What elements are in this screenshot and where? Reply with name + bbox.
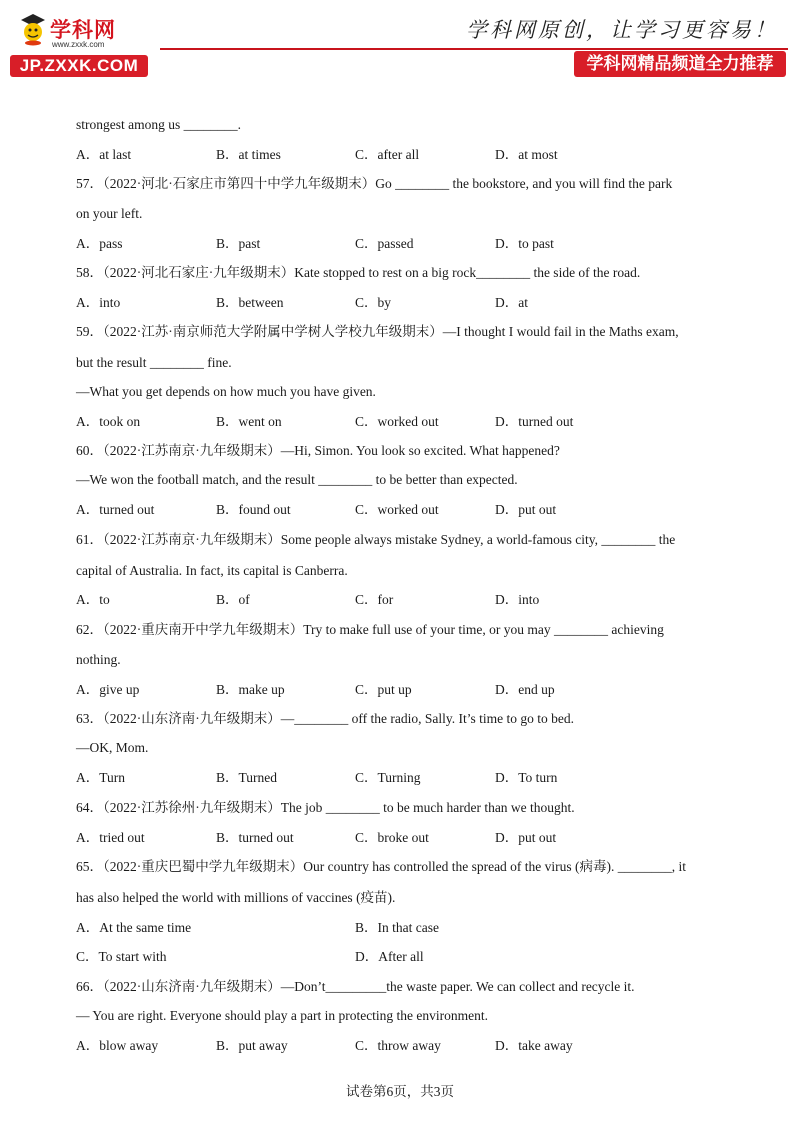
- question-text: strongest among us ________.: [76, 117, 241, 132]
- question-59: 59．（2022·江苏·南京师范大学附属中学树人学校九年级期末）—I thought I would fail in the Maths exam,: [76, 324, 679, 339]
- question-63: 63．（2022·山东济南·九年级期末）—________ off the radio, Sally. It’s time to go to bed.: [76, 711, 574, 726]
- question-text: capital of Australia. In fact, its capital is Canberra.: [76, 563, 348, 578]
- option-a: A．at last: [76, 147, 132, 162]
- option-b: B．of: [216, 592, 250, 607]
- option-a: A．give up: [76, 682, 140, 697]
- option-b: B．put away: [216, 1038, 288, 1053]
- option-c: C．after all: [355, 147, 420, 162]
- option-a: A．blow away: [76, 1038, 159, 1053]
- option-d: D．into: [495, 592, 540, 607]
- slogan: 学科网原创，让学习更容易！: [466, 18, 778, 42]
- page-header: [0, 0, 800, 90]
- option-c: C．throw away: [355, 1038, 441, 1053]
- question-text: — You are right. Everyone should play a part in protecting the environment.: [76, 1008, 489, 1023]
- question-57: 57．（2022·河北·石家庄市第四十中学九年级期末）Go ________ the bookstore, and you will find the park: [76, 176, 673, 191]
- option-a: A．to: [76, 592, 110, 607]
- option-d: D．put out: [495, 830, 557, 845]
- logo-url: www.zxxk.com: [52, 40, 105, 49]
- option-a: A．took on: [76, 414, 141, 429]
- option-d: D．at: [495, 295, 528, 310]
- question-text: but the result ________ fine.: [76, 355, 232, 370]
- recommend-badge[interactable]: 学科网精品频道全力推荐: [574, 51, 786, 77]
- option-d: D．to past: [495, 236, 554, 251]
- header-divider: [160, 48, 788, 50]
- option-b: B．between: [216, 295, 284, 310]
- option-b: B．turned out: [216, 830, 294, 845]
- question-text: nothing.: [76, 652, 121, 667]
- question-text: has also helped the world with millions of vaccines (疫苗).: [76, 890, 396, 905]
- option-b: B．went on: [216, 414, 282, 429]
- option-b: B．make up: [216, 682, 285, 697]
- option-d: D．To turn: [495, 770, 558, 785]
- question-65: 65．（2022·重庆巴蜀中学九年级期末）Our country has controlled the spread of the virus (病毒). ________, it: [76, 859, 687, 874]
- question-text: —What you get depends on how much you have given.: [76, 384, 376, 399]
- logo-name: 学科网: [50, 18, 116, 42]
- question-66: 66．（2022·山东济南·九年级期末）—Don’t_________the waste paper. We can collect and recycle it.: [76, 979, 635, 994]
- option-c: C．worked out: [355, 502, 439, 517]
- option-d: D．take away: [495, 1038, 573, 1053]
- question-58: 58．（2022·河北石家庄·九年级期末）Kate stopped to rest on a big rock________ the side of the road.: [76, 265, 641, 280]
- option-b: B．at times: [216, 147, 281, 162]
- option-b: B．found out: [216, 502, 291, 517]
- question-text: —OK, Mom.: [76, 740, 149, 755]
- question-text: on your left.: [76, 206, 143, 221]
- option-a: A．Turn: [76, 770, 126, 785]
- option-d: D．at most: [495, 147, 558, 162]
- jp-zxxk-badge[interactable]: JP.ZXXK.COM: [10, 55, 148, 77]
- option-a: A．into: [76, 295, 121, 310]
- option-b: B．Turned: [216, 770, 278, 785]
- option-b: B．past: [216, 236, 261, 251]
- mascot-icon: [18, 12, 48, 46]
- question-text: —We won the football match, and the result ________ to be better than expected.: [76, 472, 518, 487]
- option-c: C．by: [355, 295, 392, 310]
- question-62: 62．（2022·重庆南开中学九年级期末）Try to make full use of your time, or you may ________ achieving: [76, 622, 664, 637]
- question-64: 64．（2022·江苏徐州·九年级期末）The job ________ to be much harder than we thought.: [76, 800, 575, 815]
- option-c: C．passed: [355, 236, 414, 251]
- option-a: A．pass: [76, 236, 123, 251]
- option-d: D．put out: [495, 502, 557, 517]
- option-d: D．turned out: [495, 414, 574, 429]
- option-d: D．end up: [495, 682, 555, 697]
- option-c: C．To start with: [76, 949, 167, 964]
- question-61: 61．（2022·江苏南京·九年级期末）Some people always mistake Sydney, a world-famous city, ________ the: [76, 532, 676, 547]
- option-a: A．tried out: [76, 830, 145, 845]
- question-60: 60．（2022·江苏南京·九年级期末）—Hi, Simon. You look so excited. What happened?: [76, 443, 560, 458]
- option-c: C．put up: [355, 682, 412, 697]
- option-d: D．After all: [355, 949, 424, 964]
- option-c: C．Turning: [355, 770, 421, 785]
- option-a: A．At the same time: [76, 920, 192, 935]
- option-c: C．worked out: [355, 414, 439, 429]
- page-footer: 试卷第6页，共3页: [346, 1084, 454, 1099]
- option-c: C．for: [355, 592, 394, 607]
- option-b: B．In that case: [355, 920, 439, 935]
- option-a: A．turned out: [76, 502, 155, 517]
- option-c: C．broke out: [355, 830, 429, 845]
